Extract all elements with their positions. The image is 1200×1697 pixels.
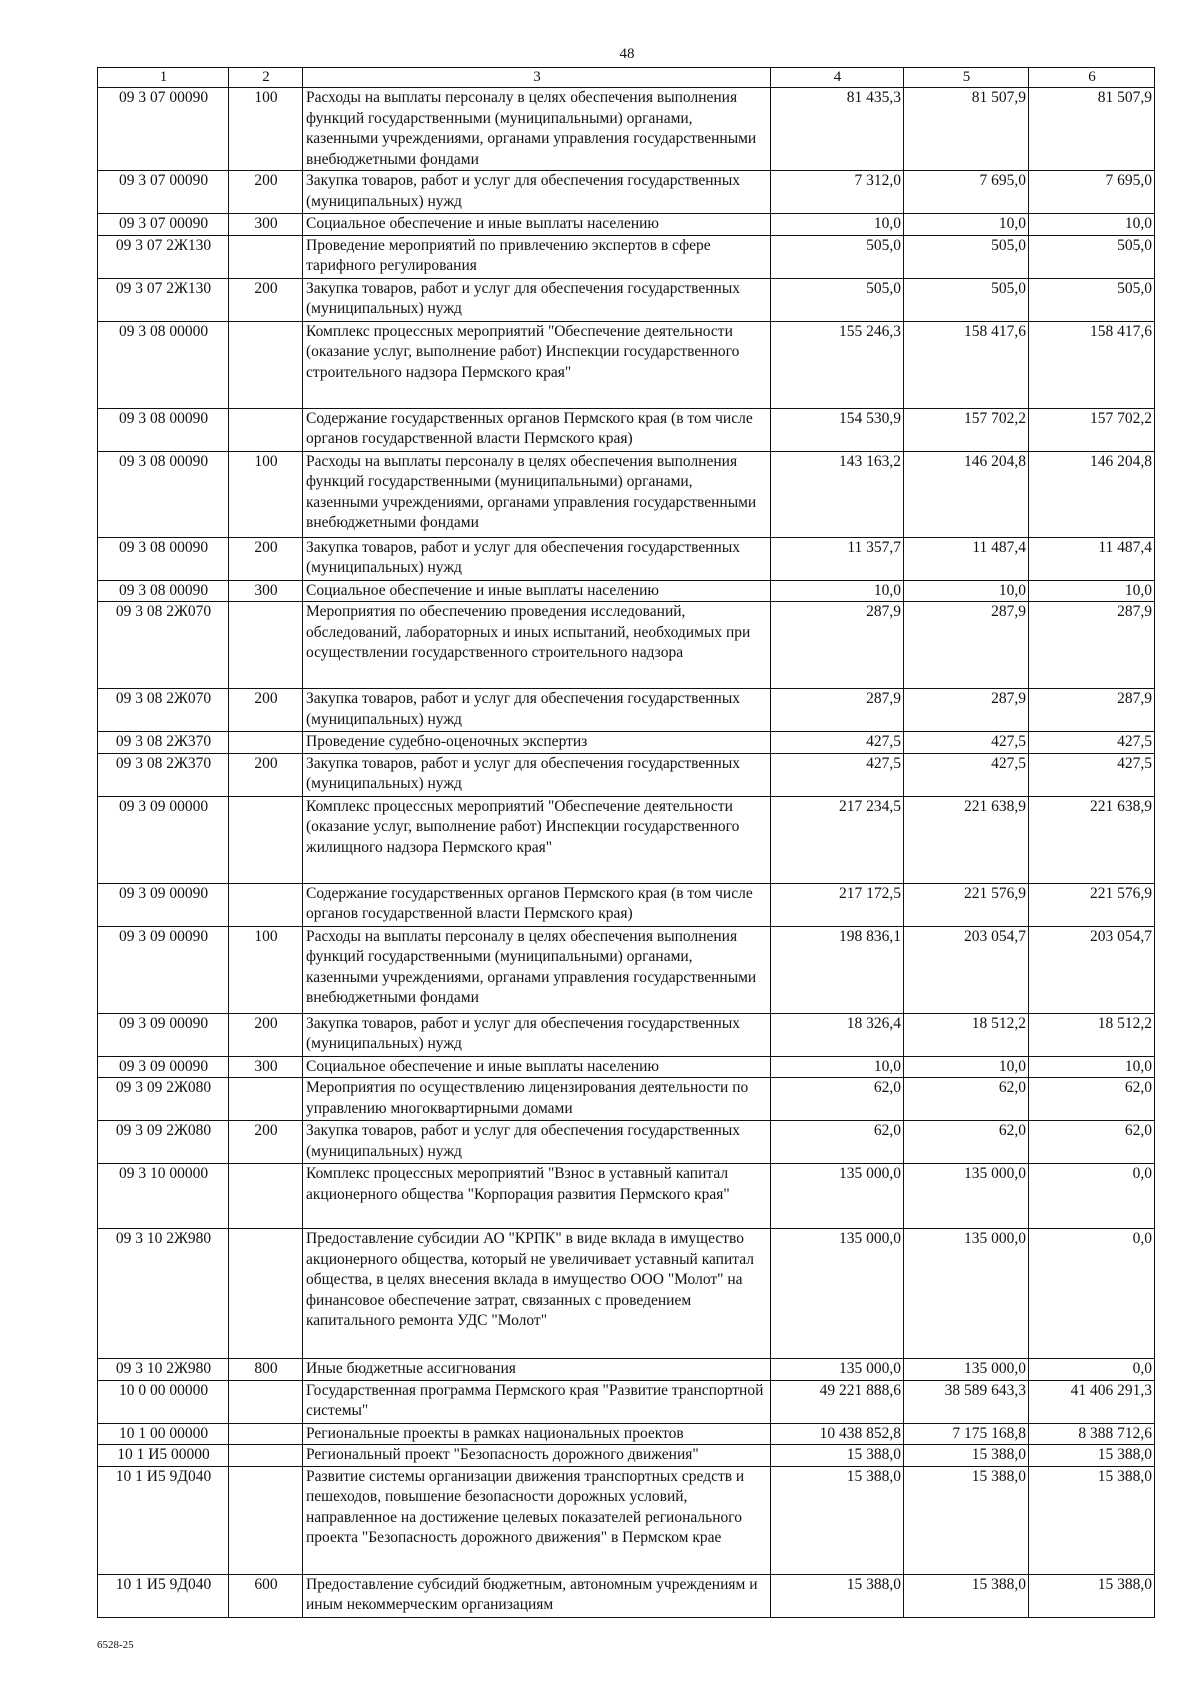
value-cell-3: 62,0 — [1029, 1121, 1155, 1164]
code-cell: 09 3 09 00000 — [98, 796, 229, 883]
value-cell-1: 135 000,0 — [771, 1359, 904, 1381]
value-cell-1: 217 172,5 — [771, 883, 904, 926]
value-cell-3: 15 388,0 — [1029, 1574, 1155, 1617]
value-cell-1: 62,0 — [771, 1078, 904, 1121]
value-cell-3: 146 204,8 — [1029, 451, 1155, 537]
value-cell-1: 11 357,7 — [771, 537, 904, 580]
code-cell: 09 3 08 2Ж070 — [98, 689, 229, 732]
table-row — [98, 1078, 1155, 1121]
table-row — [98, 1359, 1155, 1381]
value-cell-2: 505,0 — [904, 235, 1029, 278]
code-cell: 09 3 09 2Ж080 — [98, 1121, 229, 1164]
table-row — [98, 537, 1155, 580]
header-col-3: 3 — [303, 68, 771, 88]
value-cell-2: 10,0 — [904, 214, 1029, 236]
value-cell-3: 0,0 — [1029, 1359, 1155, 1381]
type-cell — [229, 796, 303, 883]
type-cell — [229, 1164, 303, 1229]
value-cell-2: 15 388,0 — [904, 1466, 1029, 1574]
value-cell-3: 427,5 — [1029, 753, 1155, 796]
type-cell — [229, 1423, 303, 1445]
code-cell: 09 3 08 00090 — [98, 580, 229, 602]
code-cell: 09 3 08 2Ж070 — [98, 602, 229, 689]
code-cell: 10 1 И5 00000 — [98, 1445, 229, 1467]
name-cell: Закупка товаров, работ и услуг для обеспечения государственных (муниципальных) нужд — [303, 1013, 771, 1056]
name-cell: Государственная программа Пермского края "Развитие транспортной системы" — [303, 1380, 771, 1423]
type-cell: 200 — [229, 689, 303, 732]
value-cell-1: 15 388,0 — [771, 1574, 904, 1617]
value-cell-3: 15 388,0 — [1029, 1445, 1155, 1467]
type-cell: 100 — [229, 88, 303, 171]
table-row — [98, 580, 1155, 602]
value-cell-1: 135 000,0 — [771, 1164, 904, 1229]
table-row — [98, 1164, 1155, 1229]
type-cell: 200 — [229, 753, 303, 796]
table-row — [98, 1121, 1155, 1164]
footer-document-code: 6528-25 — [97, 1639, 134, 1651]
value-cell-2: 505,0 — [904, 278, 1029, 321]
code-cell: 09 3 08 00090 — [98, 408, 229, 451]
value-cell-2: 135 000,0 — [904, 1359, 1029, 1381]
table-row — [98, 1380, 1155, 1423]
value-cell-1: 81 435,3 — [771, 88, 904, 171]
header-row — [98, 68, 1155, 88]
code-cell: 09 3 07 00090 — [98, 88, 229, 171]
type-cell — [229, 235, 303, 278]
type-cell: 800 — [229, 1359, 303, 1381]
value-cell-2: 10,0 — [904, 580, 1029, 602]
value-cell-3: 221 576,9 — [1029, 883, 1155, 926]
value-cell-1: 10,0 — [771, 580, 904, 602]
value-cell-3: 0,0 — [1029, 1164, 1155, 1229]
type-cell: 300 — [229, 1056, 303, 1078]
value-cell-2: 427,5 — [904, 732, 1029, 754]
code-cell: 10 1 00 00000 — [98, 1423, 229, 1445]
table-row — [98, 278, 1155, 321]
type-cell — [229, 883, 303, 926]
type-cell: 300 — [229, 214, 303, 236]
value-cell-2: 158 417,6 — [904, 321, 1029, 408]
value-cell-2: 18 512,2 — [904, 1013, 1029, 1056]
budget-table — [97, 67, 1155, 1618]
value-cell-2: 15 388,0 — [904, 1445, 1029, 1467]
value-cell-1: 143 163,2 — [771, 451, 904, 537]
table-row — [98, 1229, 1155, 1359]
value-cell-2: 62,0 — [904, 1078, 1029, 1121]
value-cell-1: 7 312,0 — [771, 171, 904, 214]
value-cell-3: 11 487,4 — [1029, 537, 1155, 580]
name-cell: Расходы на выплаты персоналу в целях обеспечения выполнения функций государственными (муниципальными) органами, казенными учреждениями, органами управления государственными внебюджетными фондами — [303, 88, 771, 171]
value-cell-2: 157 702,2 — [904, 408, 1029, 451]
value-cell-2: 10,0 — [904, 1056, 1029, 1078]
name-cell: Предоставление субсидии АО "КРПК" в виде вклада в имущество акционерного общества, который не увеличивает уставный капитал общества, в целях внесения вклада в имущество ООО "Молот" на финансовое обеспечение затрат, связанных с проведением капитального ремонта УДС "Молот" — [303, 1229, 771, 1359]
code-cell: 09 3 09 00090 — [98, 926, 229, 1013]
name-cell: Проведение мероприятий по привлечению экспертов в сфере тарифного регулирования — [303, 235, 771, 278]
value-cell-2: 15 388,0 — [904, 1574, 1029, 1617]
value-cell-2: 221 576,9 — [904, 883, 1029, 926]
value-cell-3: 0,0 — [1029, 1229, 1155, 1359]
table-body — [98, 88, 1155, 1618]
value-cell-2: 427,5 — [904, 753, 1029, 796]
code-cell: 09 3 09 2Ж080 — [98, 1078, 229, 1121]
name-cell: Социальное обеспечение и иные выплаты населению — [303, 580, 771, 602]
value-cell-3: 427,5 — [1029, 732, 1155, 754]
table-row — [98, 883, 1155, 926]
type-cell: 200 — [229, 278, 303, 321]
value-cell-1: 505,0 — [771, 278, 904, 321]
value-cell-3: 7 695,0 — [1029, 171, 1155, 214]
table-row — [98, 214, 1155, 236]
type-cell — [229, 1078, 303, 1121]
table-row — [98, 1466, 1155, 1574]
code-cell: 09 3 08 2Ж370 — [98, 732, 229, 754]
table-row — [98, 1013, 1155, 1056]
code-cell: 09 3 09 00090 — [98, 1013, 229, 1056]
value-cell-1: 10,0 — [771, 214, 904, 236]
code-cell: 09 3 08 00000 — [98, 321, 229, 408]
value-cell-2: 81 507,9 — [904, 88, 1029, 171]
code-cell: 09 3 07 2Ж130 — [98, 278, 229, 321]
value-cell-2: 203 054,7 — [904, 926, 1029, 1013]
code-cell: 10 1 И5 9Д040 — [98, 1574, 229, 1617]
table-row — [98, 1445, 1155, 1467]
code-cell: 10 1 И5 9Д040 — [98, 1466, 229, 1574]
value-cell-3: 157 702,2 — [1029, 408, 1155, 451]
table-row — [98, 171, 1155, 214]
table-row — [98, 753, 1155, 796]
name-cell: Предоставление субсидий бюджетным, автономным учреждениям и иным некоммерческим организациям — [303, 1574, 771, 1617]
name-cell: Мероприятия по осуществлению лицензирования деятельности по управлению многоквартирными домами — [303, 1078, 771, 1121]
table-row — [98, 1574, 1155, 1617]
table-row — [98, 689, 1155, 732]
type-cell: 100 — [229, 451, 303, 537]
value-cell-3: 62,0 — [1029, 1078, 1155, 1121]
header-col-2: 2 — [229, 68, 303, 88]
type-cell — [229, 1466, 303, 1574]
table-row — [98, 796, 1155, 883]
value-cell-3: 203 054,7 — [1029, 926, 1155, 1013]
value-cell-2: 62,0 — [904, 1121, 1029, 1164]
header-col-4: 4 — [771, 68, 904, 88]
table-row — [98, 1423, 1155, 1445]
header-col-1: 1 — [98, 68, 229, 88]
value-cell-3: 158 417,6 — [1029, 321, 1155, 408]
value-cell-1: 287,9 — [771, 689, 904, 732]
table-row — [98, 235, 1155, 278]
name-cell: Иные бюджетные ассигнования — [303, 1359, 771, 1381]
type-cell: 200 — [229, 1121, 303, 1164]
table-row — [98, 926, 1155, 1013]
value-cell-1: 62,0 — [771, 1121, 904, 1164]
type-cell — [229, 1380, 303, 1423]
page-number: 48 — [619, 46, 635, 62]
code-cell: 09 3 10 00000 — [98, 1164, 229, 1229]
value-cell-3: 10,0 — [1029, 1056, 1155, 1078]
name-cell: Расходы на выплаты персоналу в целях обеспечения выполнения функций государственными (муниципальными) органами, казенными учреждениями, органами управления государственными внебюджетными фондами — [303, 451, 771, 537]
name-cell: Закупка товаров, работ и услуг для обеспечения государственных (муниципальных) нужд — [303, 753, 771, 796]
value-cell-1: 287,9 — [771, 602, 904, 689]
value-cell-1: 427,5 — [771, 753, 904, 796]
name-cell: Комплекс процессных мероприятий "Взнос в уставный капитал акционерного общества "Корпорация развития Пермского края" — [303, 1164, 771, 1229]
name-cell: Закупка товаров, работ и услуг для обеспечения государственных (муниципальных) нужд — [303, 171, 771, 214]
value-cell-1: 15 388,0 — [771, 1445, 904, 1467]
table-row — [98, 451, 1155, 537]
value-cell-2: 221 638,9 — [904, 796, 1029, 883]
value-cell-3: 505,0 — [1029, 278, 1155, 321]
code-cell: 09 3 09 00090 — [98, 883, 229, 926]
value-cell-1: 155 246,3 — [771, 321, 904, 408]
code-cell: 10 0 00 00000 — [98, 1380, 229, 1423]
header-col-6: 6 — [1029, 68, 1155, 88]
value-cell-3: 287,9 — [1029, 602, 1155, 689]
value-cell-3: 8 388 712,6 — [1029, 1423, 1155, 1445]
name-cell: Расходы на выплаты персоналу в целях обеспечения выполнения функций государственными (муниципальными) органами, казенными учреждениями, органами управления государственными внебюджетными фондами — [303, 926, 771, 1013]
code-cell: 09 3 08 00090 — [98, 537, 229, 580]
name-cell: Закупка товаров, работ и услуг для обеспечения государственных (муниципальных) нужд — [303, 537, 771, 580]
table-row — [98, 88, 1155, 171]
type-cell — [229, 408, 303, 451]
table-row — [98, 1056, 1155, 1078]
value-cell-1: 18 326,4 — [771, 1013, 904, 1056]
value-cell-3: 81 507,9 — [1029, 88, 1155, 171]
value-cell-3: 18 512,2 — [1029, 1013, 1155, 1056]
table-row — [98, 732, 1155, 754]
value-cell-2: 287,9 — [904, 602, 1029, 689]
type-cell — [229, 1445, 303, 1467]
value-cell-1: 10 438 852,8 — [771, 1423, 904, 1445]
name-cell: Региональные проекты в рамках национальных проектов — [303, 1423, 771, 1445]
type-cell — [229, 321, 303, 408]
value-cell-2: 38 589 643,3 — [904, 1380, 1029, 1423]
code-cell: 09 3 07 00090 — [98, 171, 229, 214]
value-cell-3: 287,9 — [1029, 689, 1155, 732]
type-cell — [229, 732, 303, 754]
name-cell: Закупка товаров, работ и услуг для обеспечения государственных (муниципальных) нужд — [303, 689, 771, 732]
value-cell-1: 198 836,1 — [771, 926, 904, 1013]
value-cell-3: 41 406 291,3 — [1029, 1380, 1155, 1423]
value-cell-1: 135 000,0 — [771, 1229, 904, 1359]
value-cell-1: 10,0 — [771, 1056, 904, 1078]
code-cell: 09 3 08 2Ж370 — [98, 753, 229, 796]
code-cell: 09 3 10 2Ж980 — [98, 1229, 229, 1359]
code-cell: 09 3 08 00090 — [98, 451, 229, 537]
code-cell: 09 3 10 2Ж980 — [98, 1359, 229, 1381]
type-cell: 200 — [229, 1013, 303, 1056]
name-cell: Комплекс процессных мероприятий "Обеспечение деятельности (оказание услуг, выполнение работ) Инспекции государственного строительного надзора Пермского края" — [303, 321, 771, 408]
name-cell: Проведение судебно-оценочных экспертиз — [303, 732, 771, 754]
code-cell: 09 3 07 00090 — [98, 214, 229, 236]
value-cell-1: 15 388,0 — [771, 1466, 904, 1574]
name-cell: Социальное обеспечение и иные выплаты населению — [303, 1056, 771, 1078]
value-cell-2: 7 175 168,8 — [904, 1423, 1029, 1445]
name-cell: Комплекс процессных мероприятий "Обеспечение деятельности (оказание услуг, выполнение работ) Инспекции государственного жилищного надзора Пермского края" — [303, 796, 771, 883]
type-cell: 300 — [229, 580, 303, 602]
type-cell: 200 — [229, 171, 303, 214]
type-cell: 600 — [229, 1574, 303, 1617]
table-row — [98, 602, 1155, 689]
value-cell-3: 10,0 — [1029, 214, 1155, 236]
table-row — [98, 321, 1155, 408]
value-cell-3: 15 388,0 — [1029, 1466, 1155, 1574]
code-cell: 09 3 07 2Ж130 — [98, 235, 229, 278]
name-cell: Содержание государственных органов Пермского края (в том числе органов государственной власти Пермского края) — [303, 883, 771, 926]
value-cell-2: 146 204,8 — [904, 451, 1029, 537]
type-cell — [229, 1229, 303, 1359]
code-cell: 09 3 09 00090 — [98, 1056, 229, 1078]
name-cell: Закупка товаров, работ и услуг для обеспечения государственных (муниципальных) нужд — [303, 278, 771, 321]
name-cell: Социальное обеспечение и иные выплаты населению — [303, 214, 771, 236]
value-cell-3: 505,0 — [1029, 235, 1155, 278]
value-cell-2: 135 000,0 — [904, 1164, 1029, 1229]
type-cell: 200 — [229, 537, 303, 580]
header-col-5: 5 — [904, 68, 1029, 88]
value-cell-2: 135 000,0 — [904, 1229, 1029, 1359]
name-cell: Региональный проект "Безопасность дорожного движения" — [303, 1445, 771, 1467]
value-cell-2: 287,9 — [904, 689, 1029, 732]
name-cell: Мероприятия по обеспечению проведения исследований, обследований, лабораторных и иных испытаний, необходимых при осуществлении государственного строительного надзора — [303, 602, 771, 689]
value-cell-2: 7 695,0 — [904, 171, 1029, 214]
value-cell-2: 11 487,4 — [904, 537, 1029, 580]
table-row — [98, 408, 1155, 451]
value-cell-3: 221 638,9 — [1029, 796, 1155, 883]
value-cell-1: 154 530,9 — [771, 408, 904, 451]
value-cell-1: 49 221 888,6 — [771, 1380, 904, 1423]
value-cell-1: 217 234,5 — [771, 796, 904, 883]
name-cell: Содержание государственных органов Пермского края (в том числе органов государственной власти Пермского края) — [303, 408, 771, 451]
type-cell — [229, 602, 303, 689]
name-cell: Закупка товаров, работ и услуг для обеспечения государственных (муниципальных) нужд — [303, 1121, 771, 1164]
type-cell: 100 — [229, 926, 303, 1013]
value-cell-1: 427,5 — [771, 732, 904, 754]
name-cell: Развитие системы организации движения транспортных средств и пешеходов, повышение безопасности дорожных условий, направленное на достижение целевых показателей регионального проекта "Безопасность дорожного движения" в Пермском крае — [303, 1466, 771, 1574]
value-cell-3: 10,0 — [1029, 580, 1155, 602]
value-cell-1: 505,0 — [771, 235, 904, 278]
